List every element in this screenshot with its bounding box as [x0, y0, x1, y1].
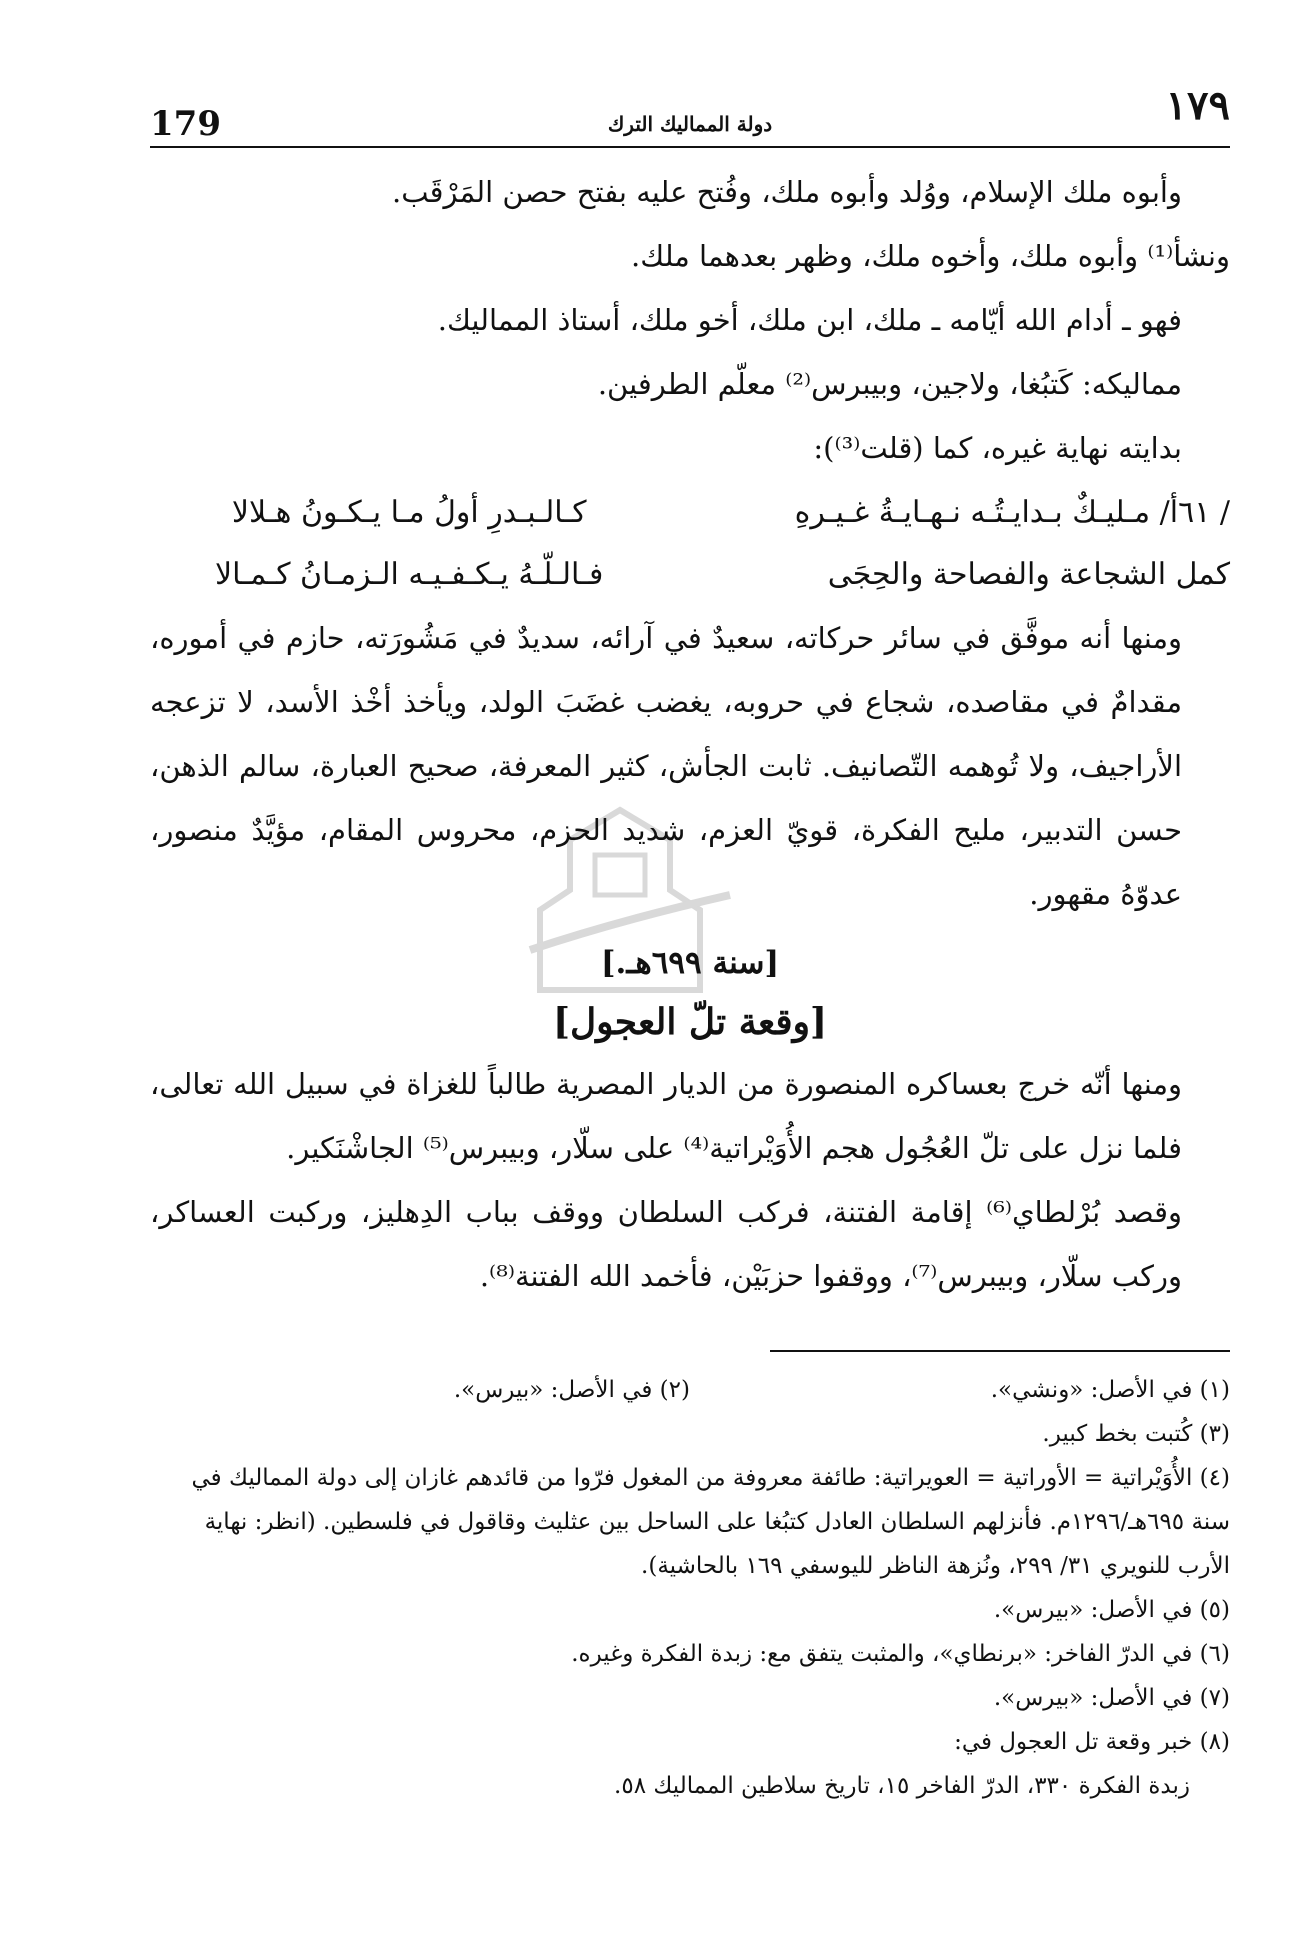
footnote-rule	[770, 1350, 1230, 1352]
verse-second-hemistich: كـالـبـدرِ أولُ مـا يـكـونُ هـلالا	[231, 495, 587, 530]
footnote: (١) في الأصل: «ونشي».	[990, 1377, 1230, 1403]
text-line: وأبوه ملك الإسلام، ووُلد وأبوه ملك، وفُتح عليه بفتح حصن المَرْقَب.	[391, 175, 1182, 209]
verse-row	[150, 482, 1230, 544]
page-header	[150, 82, 1230, 142]
footnote: (٢) في الأصل: «بيرس».	[453, 1377, 690, 1403]
page-number-arabic: ١٧٩	[1165, 82, 1230, 129]
main-text	[150, 160, 1230, 1308]
footnote: (٧) في الأصل: «بيرس».	[993, 1685, 1230, 1711]
page-number-latin: 179	[150, 104, 221, 144]
footnote-sources: زبدة الفكرة ٣٣٠، الدرّ الفاخر ١٥، تاريخ سلاطين المماليك ٥٨.	[614, 1773, 1190, 1799]
running-title: دولة المماليك الترك	[607, 112, 773, 136]
paragraph: وقصد بُرْلطاي⁽⁶⁾ إقامة الفتنة، فركب السلطان ووقف بباب الدِهليز، وركبت العساكر، وركب سلّار، وبيبرس⁽⁷⁾، ووقفوا حزبَيْن، فأخمد الله الفتنة⁽⁸⁾.	[150, 1195, 1182, 1293]
paragraph: ومنها أنّه خرج بعساكره المنصورة من الديار المصرية طالباً للغزاة في سبيل الله تعالى، فلما نزل على تلّ العُجُول هجم الأُوَيْراتية⁽⁴⁾ على سلّار، وبيبرس⁽⁵⁾ الجاشْنَكير.	[150, 1067, 1182, 1165]
text-line: مماليكه: كَتبُغا، ولاجين، وبيبرس⁽²⁾ معلّم الطرفين.	[597, 367, 1182, 401]
poem	[150, 482, 1230, 606]
footnote: (٥) في الأصل: «بيرس».	[993, 1597, 1230, 1623]
footnote: (٨) خبر وقعة تل العجول في:	[954, 1729, 1230, 1755]
paragraph: ومنها أنه موفَّق في سائر حركاته، سعيدٌ في آرائه، سديدٌ في مَشُورَته، حازم في أموره، مقدامٌ في مقاصده، شجاع في حروبه، يغضب غضَبَ الولد، ويأخذ أخْذ الأسد، لا تزعجه الأراجيف، ولا تُوهمه التّصانيف. ثابت الجأش، كثير المعرفة، صحيح العبارة، سالم الذهن، حسن التدبير، مليح الفكرة، قويّ العزم، شديد الحزم، محروس المقام، مؤيَّدٌ منصور، عدوّهُ مقهور.	[150, 621, 1182, 911]
verse-first-hemistich: / ٦١أ/ مـليـكٌ بـدايـتُـه نـهـايـةُ غـيـرهِ	[794, 495, 1230, 530]
footnote: (٣) كُتبت بخط كبير.	[1042, 1421, 1230, 1447]
verse-second-hemistich: فـالـلّـهُ يـكـفـيـه الـزمـانُ كـمـالا	[215, 557, 604, 592]
footnote-row	[150, 1368, 1230, 1412]
event-heading: [وقعة تلّ العجول]	[552, 1001, 827, 1043]
verse-row	[150, 544, 1230, 606]
footnote: (٤) الأُوَيْراتية = الأوراتية = العويراتية: طائفة معروفة من المغول فرّوا من قائدهم غازان إلى دولة المماليك في سنة ٦٩٥هـ/١٢٩٦م. فأنزلهم السلطان العادل كتبُغا على الساحل بين عثليث وقاقول في فلسطين. (انظر: نهاية الأرب للنويري ٣١/ ٢٩٩، ونُزهة الناظر لليوسفي ١٦٩ بالحاشية).	[191, 1465, 1230, 1579]
verse-first-hemistich: كمل الشجاعة والفصاحة والحِجَى	[827, 557, 1230, 592]
text-line: ونشأ⁽¹⁾ وأبوه ملك، وأخوه ملك، وظهر بعدهما ملك.	[631, 239, 1230, 273]
footnotes	[150, 1368, 1230, 1808]
text-line: فهو ـ أدام الله أيّامه ـ ملك، ابن ملك، أخو ملك، أستاذ المماليك.	[437, 303, 1182, 337]
footnote: (٦) في الدرّ الفاخر: «برنطاي»، والمثبت يتفق مع: زبدة الفكرة وغيره.	[571, 1641, 1230, 1667]
text-line: بدايته نهاية غيره، كما (قلت⁽³⁾):	[813, 431, 1182, 465]
year-heading: [سنة ٦٩٩هـ.]	[600, 945, 780, 981]
header-rule	[150, 146, 1230, 148]
